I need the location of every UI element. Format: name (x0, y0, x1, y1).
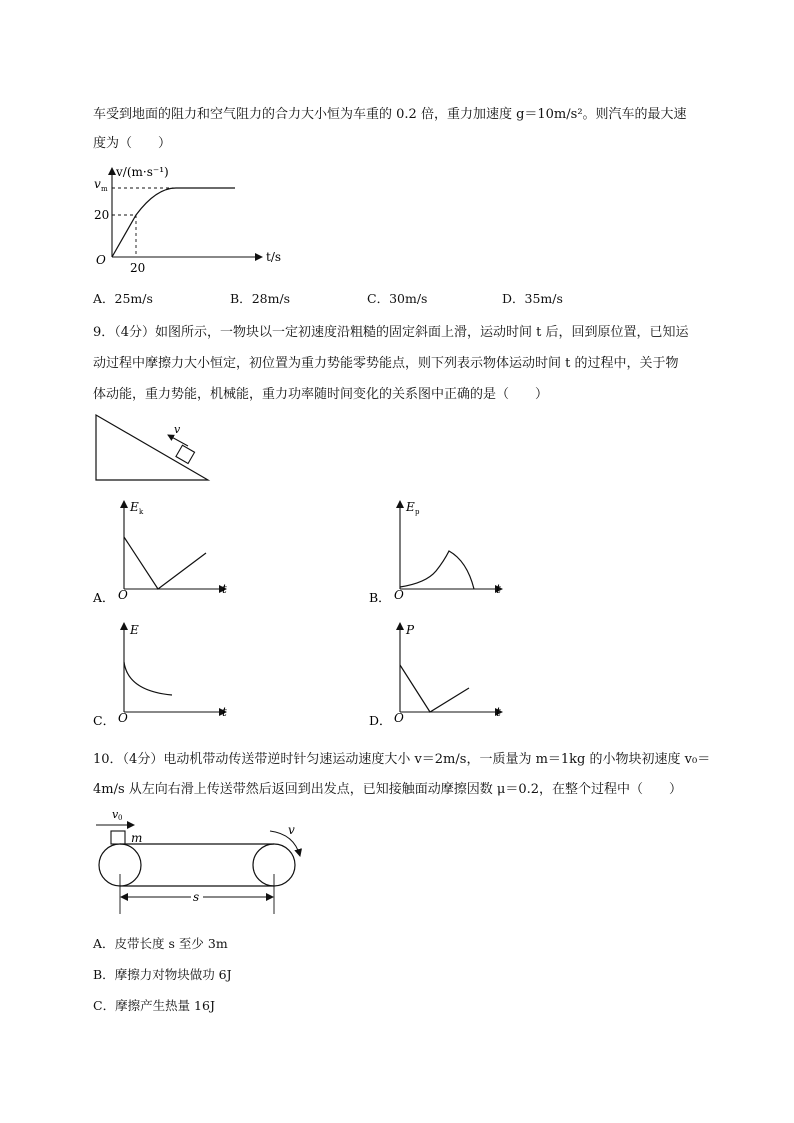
q8-stem-line-1: 车受到地面的阻力和空气阻力的合力大小恒为车重的 0.2 倍，重力加速度 g＝10m/s²。则汽车的最大速 (93, 107, 687, 122)
q10-option-b (93, 965, 232, 983)
q9-graph-a (90, 495, 250, 610)
q9-graph-a-letter: A． (93, 590, 115, 605)
q9-stem-line-2: 动过程中摩擦力大小恒定，初位置为重力势能零势能点，则下列表示物体运动时间 t 的过程中，关于物 (93, 356, 679, 371)
q9-graph-c-origin: O (118, 711, 128, 725)
q9-graph-a-y-sub: k (139, 508, 144, 516)
q8-velocity-time-graph (90, 160, 310, 280)
q9-graph-c-x-label: t (222, 705, 227, 719)
q10-stem-line-1: 10．（4分）电动机带动传送带逆时针匀速运动速度大小 v＝2m/s，一质量为 m＝1kg 的小物块初速度 v₀＝ (93, 752, 711, 767)
q9-graph-a-curve (124, 537, 206, 589)
q9-graph-d-letter: D． (369, 713, 392, 728)
q8-origin: O (96, 253, 106, 267)
q10-v0-sub: 0 (118, 814, 123, 822)
q9-velocity-label: v (174, 423, 181, 436)
q9-graph-b-origin: O (394, 588, 404, 602)
q9-stem-line-3: 体动能，重力势能，机械能，重力功率随时间变化的关系图中正确的是（ ） (93, 387, 549, 402)
q9-incline-diagram (90, 410, 220, 485)
q9-graph-b-letter: B． (369, 590, 391, 605)
q8-option-c-text: 30m/s (389, 291, 428, 306)
q9-graph-d-curve (400, 665, 469, 712)
q9-graph-b-curve (400, 551, 474, 589)
q10-option-c-letter: C． (93, 998, 116, 1013)
q9-graph-c-letter: C． (93, 713, 116, 728)
q10-v0-label: v (112, 808, 119, 821)
q8-option-d (502, 289, 563, 307)
q9-graph-c-y-label: E (130, 623, 139, 637)
q8-option-c (367, 289, 427, 307)
q9-graph-d-origin: O (394, 711, 404, 725)
q9-stem-line-1: 9．（4分）如图所示，一物块以一定初速度沿粗糙的固定斜面上滑，运动时间 t 后，回到原位置，已知运 (93, 325, 689, 340)
q10-option-a-text: 皮带长度 s 至少 3m (114, 936, 228, 951)
q10-mass-label: m (131, 831, 143, 845)
q8-vm-sub: m (101, 185, 108, 193)
q9-graph-b-y-label: E (406, 500, 415, 514)
q9-incline (96, 415, 208, 480)
q8-stem-line-2: 度为（ ） (93, 136, 172, 151)
q10-s-label: s (193, 890, 200, 904)
q9-velocity-arrow (168, 435, 188, 446)
q10-block (111, 831, 125, 844)
q8-y-axis-label: v/(m·s⁻¹) (116, 165, 169, 179)
q9-graph-c (90, 617, 250, 732)
q8-option-c-letter: C． (367, 291, 390, 306)
q9-graph-a-y-label: E (130, 500, 139, 514)
q8-x-tick-20: 20 (130, 261, 146, 275)
q8-option-a-text: 25m/s (114, 291, 153, 306)
q9-graph-d (366, 617, 526, 732)
q9-graph-a-origin: O (118, 588, 128, 602)
q9-graph-b (366, 495, 526, 610)
q9-block (176, 445, 195, 463)
q10-option-a (93, 934, 228, 952)
q8-option-a-letter: A． (93, 291, 115, 306)
q8-x-axis-label: t/s (266, 250, 282, 264)
q8-velocity-curve (112, 188, 235, 257)
q8-y-tick-20: 20 (94, 208, 110, 222)
q8-option-b-text: 28m/s (251, 291, 291, 306)
q8-vm-label: v (94, 177, 101, 191)
q8-option-d-letter: D． (502, 291, 525, 306)
q9-graph-d-x-label: t (496, 705, 501, 719)
q10-stem-line-2: 4m/s 从左向右滑上传送带然后返回到出发点，已知接触面动摩擦因数 μ＝0.2，在整个过程中（ ） (93, 782, 683, 797)
q10-conveyor-diagram (90, 800, 320, 920)
q10-option-b-text: 摩擦力对物块做功 6J (114, 967, 232, 982)
q10-option-c-text: 摩擦产生热量 16J (115, 998, 215, 1013)
q9-graph-c-curve (124, 662, 172, 695)
q8-option-b-letter: B． (230, 291, 252, 306)
q10-v-label: v (288, 823, 295, 837)
q9-graph-a-x-label: t (222, 582, 227, 596)
q10-option-b-letter: B． (93, 967, 115, 982)
q8-option-b (230, 289, 290, 307)
q9-graph-d-y-label: P (406, 623, 415, 637)
q8-option-d-text: 35m/s (524, 291, 563, 306)
q8-option-a (93, 289, 153, 307)
q9-graph-b-x-label: t (496, 582, 501, 596)
q10-option-c (93, 996, 215, 1014)
q9-graph-b-y-sub: p (415, 508, 420, 516)
q10-option-a-letter: A． (93, 936, 115, 951)
